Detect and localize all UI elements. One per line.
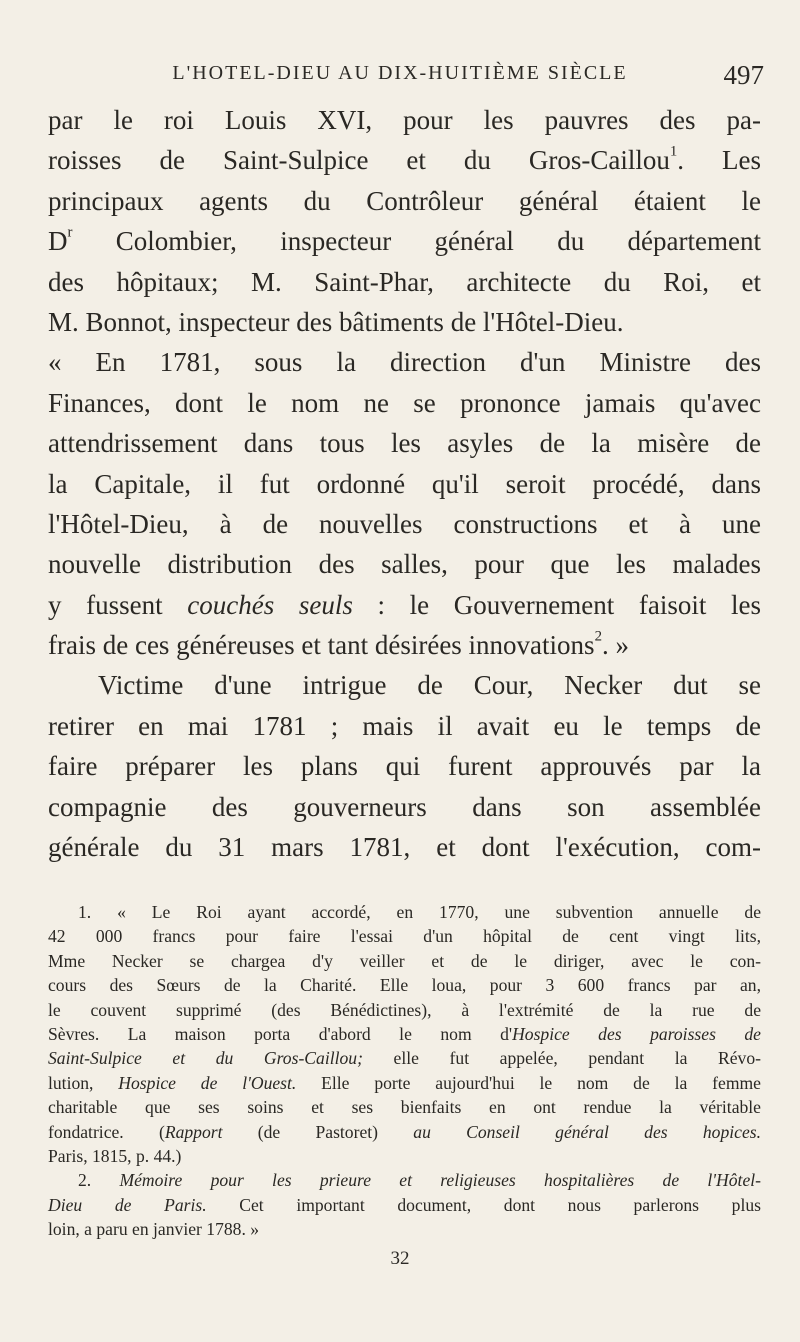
text-line: M. Bonnot, inspecteur des bâtiments de l'Hôtel-Dieu.: [48, 306, 624, 337]
footnote-line: [48, 1193, 761, 1217]
footnote-ref: 1: [669, 144, 678, 161]
text-line: la Capitale, il fut ordonné qu'il seroit procédé, dans: [48, 468, 761, 499]
text-run: . »: [601, 630, 629, 661]
text-run: fondatrice. (: [48, 1121, 165, 1142]
footnote-line: [48, 1168, 761, 1192]
text-run: 2.: [78, 1170, 120, 1191]
text-line: par le roi Louis XVI, pour les pauvres des pa-: [48, 105, 761, 135]
italic-run: au Conseil général des hopices.: [413, 1121, 761, 1142]
text-line: Victime d'une intrigue de Cour, Necker dut se: [98, 670, 761, 701]
footnote-line: charitable que ses soins et ses bienfaits en ont rendue la véritable: [48, 1097, 761, 1118]
text-run: (de Pastoret): [222, 1121, 414, 1142]
page-number: 497: [723, 60, 764, 90]
text-run: lution,: [48, 1072, 119, 1093]
italic-run: Rapport: [164, 1121, 223, 1142]
text-run: . Les: [677, 145, 761, 176]
text-line: principaux agents du Contrôleur général étaient le: [48, 185, 761, 216]
footnote-line: Mme Necker se chargea d'y veiller et de le diriger, avec le con-: [48, 950, 761, 971]
text-run: Elle porte aujourd'hui le nom de la femme: [296, 1072, 761, 1093]
footnote-line: Paris, 1815, p. 44.): [48, 1145, 182, 1166]
text-run: Cet important document, dont nous parlerons plus: [206, 1194, 761, 1215]
text-line: [48, 221, 761, 261]
footnote-ref: 2: [594, 628, 602, 645]
text-run: y fussent: [48, 589, 188, 620]
footnote-line: [48, 1046, 761, 1070]
footnote-line: loin, a paru en janvier 1788. »: [48, 1219, 260, 1240]
text-run: : le Gouvernement faisoit les: [352, 589, 761, 620]
footnotes: [48, 900, 761, 1241]
italic-run: Hospice de l'Ouest.: [118, 1072, 297, 1093]
running-head: [0, 60, 800, 100]
footnote-line: [48, 1022, 761, 1046]
text-line: « En 1781, sous la direction d'un Ministre des: [48, 347, 761, 378]
text-line: faire préparer les plans qui furent approuvés par la: [48, 751, 761, 782]
text-run: Sèvres. La maison porta d'abord le nom d': [48, 1023, 513, 1044]
italic-run: Saint-Sulpice et du Gros-Caillou;: [48, 1048, 363, 1069]
text-line: [48, 585, 761, 625]
footnote-line: le couvent supprimé (des Bénédictines), à l'extrémité de la rue de: [48, 999, 761, 1020]
footnote-line: [48, 1071, 761, 1095]
text-line: [48, 625, 761, 665]
running-title: L'HOTEL-DIEU AU DIX-HUITIÈME SIÈCLE: [172, 62, 628, 84]
footnote-line: cours des Sœurs de la Charité. Elle loua, pour 3 600 francs par an,: [48, 975, 761, 996]
text-line: retirer en mai 1781 ; mais il avait eu le temps de: [48, 710, 761, 741]
signature-mark: 32: [390, 1248, 410, 1269]
italic-run: Hospice des paroisses de: [512, 1023, 761, 1044]
italic-run: Dieu de Paris.: [48, 1194, 207, 1215]
italic-run: Mémoire pour les prieure et religieuses hospitalières de l'Hôtel-: [119, 1170, 761, 1191]
footnote-line: 42 000 francs pour faire l'essai d'un hôpital de cent vingt lits,: [48, 926, 761, 947]
text-run: elle fut appelée, pendant la Révo-: [362, 1048, 761, 1069]
text-run: roisses de Saint-Sulpice et du Gros-Caillou: [48, 145, 670, 176]
superscript: r: [67, 224, 73, 241]
text-line: Finances, dont le nom ne se prononce jamais qu'avec: [48, 387, 761, 418]
text-line: attendrissement dans tous les asyles de la misère de: [48, 428, 761, 459]
text-run: frais de ces généreuses et tant désirées innovations: [48, 630, 595, 661]
text-line: l'Hôtel-Dieu, à de nouvelles constructions et à une: [48, 508, 761, 539]
text-line: compagnie des gouverneurs dans son assemblée: [48, 791, 761, 822]
text-line: des hôpitaux; M. Saint-Phar, architecte du Roi, et: [48, 266, 761, 297]
footnote-line: 1. « Le Roi ayant accordé, en 1770, une subvention annuelle de: [78, 902, 761, 922]
text-line: nouvelle distribution des salles, pour que les malades: [48, 549, 761, 580]
italic-run: couchés seuls: [187, 589, 353, 620]
footnote-line: [48, 1120, 761, 1144]
text-line: générale du 31 mars 1781, et dont l'exécution, com-: [48, 832, 761, 863]
text-run: Colombier, inspecteur général du département: [72, 226, 761, 257]
main-text: [48, 100, 761, 867]
text-line: [48, 140, 761, 180]
text-run: D: [48, 226, 68, 257]
